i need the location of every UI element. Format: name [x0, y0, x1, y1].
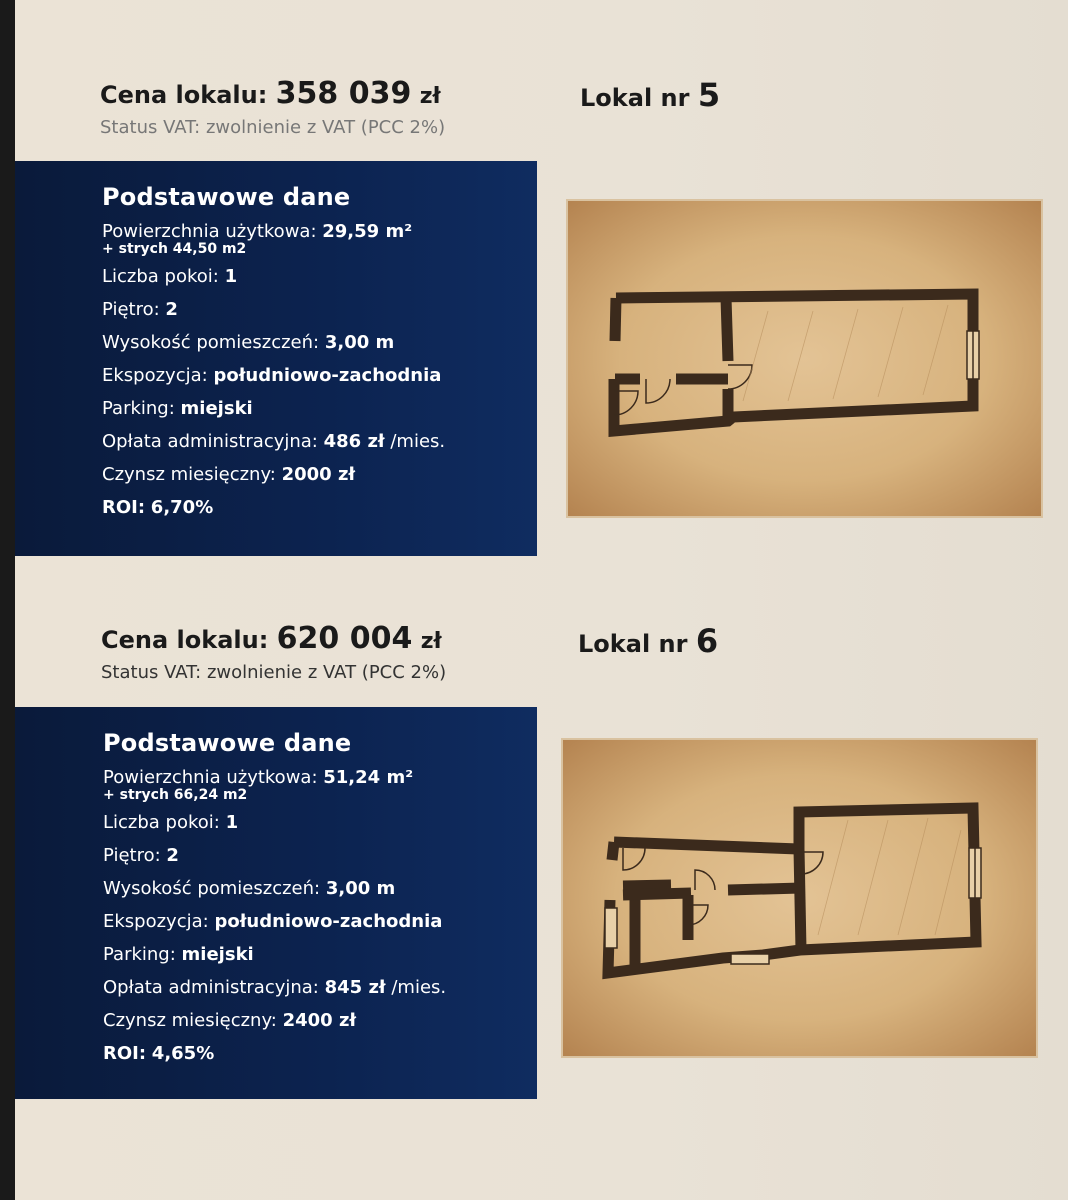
- price-value: 620 004: [276, 621, 413, 656]
- roi-row: [102, 491, 537, 524]
- area-value: 51,24 m²: [323, 767, 414, 788]
- parking-value: miejski: [180, 398, 253, 419]
- parking-row: [103, 938, 537, 971]
- rent-row: [103, 1004, 537, 1037]
- rooms-row: [103, 806, 537, 839]
- roi-label: ROI:: [102, 497, 146, 518]
- attic-note: + strych 66,24 m2: [103, 787, 248, 803]
- lokal-title-6: [578, 622, 718, 660]
- admin-fee-row: [102, 425, 537, 458]
- admin-value: 845 zł: [324, 977, 386, 998]
- price-label: Cena lokalu:: [100, 81, 268, 109]
- rent-row: [102, 458, 537, 491]
- floor-plan-drawing: [568, 201, 1041, 516]
- parking-label: Parking:: [102, 398, 175, 419]
- rooms-row: [102, 260, 537, 293]
- parking-row: [102, 392, 537, 425]
- rent-value: 2400 zł: [282, 1010, 357, 1031]
- admin-label: Opłata administracyjna:: [102, 431, 318, 452]
- height-label: Wysokość pomieszczeń:: [103, 878, 321, 899]
- roi-value: 4,65%: [151, 1043, 215, 1064]
- exposure-value: południowo-zachodnia: [213, 365, 442, 386]
- lokal-number: 6: [695, 622, 719, 660]
- lokal-label: Lokal nr: [578, 630, 688, 658]
- floor-label: Piętro:: [103, 845, 161, 866]
- exposure-value: południowo-zachodnia: [214, 911, 443, 932]
- floor-row: [102, 293, 537, 326]
- floor-label: Piętro:: [102, 299, 160, 320]
- admin-label: Opłata administracyjna:: [103, 977, 319, 998]
- floor-value: 2: [165, 299, 178, 320]
- price-line: [100, 76, 445, 111]
- area-label: Powierzchnia użytkowa:: [103, 767, 318, 788]
- vat-status: Status VAT: zwolnienie z VAT (PCC 2%): [101, 662, 447, 683]
- price-value: 358 039: [275, 76, 412, 111]
- height-row: [103, 872, 537, 905]
- listing-page: [15, 0, 1068, 1200]
- rooms-label: Liczba pokoi:: [103, 812, 220, 833]
- parking-value: miejski: [181, 944, 254, 965]
- exposure-label: Ekspozycja:: [103, 911, 209, 932]
- panel-heading: Podstawowe dane: [103, 729, 352, 757]
- floor-row: [103, 839, 537, 872]
- height-value: 3,00 m: [325, 878, 396, 899]
- rent-label: Czynsz miesięczny:: [102, 464, 276, 485]
- rent-value: 2000 zł: [281, 464, 356, 485]
- price-line: [101, 621, 446, 656]
- floor-plan-lokal-6: [563, 740, 1036, 1056]
- price-label: Cena lokalu:: [101, 626, 269, 654]
- exposure-row: [103, 905, 537, 938]
- height-value: 3,00 m: [324, 332, 395, 353]
- floor-plan-drawing: [563, 740, 1036, 1056]
- rooms-value: 1: [224, 266, 238, 287]
- exposure-label: Ekspozycja:: [102, 365, 208, 386]
- roi-value: 6,70%: [150, 497, 214, 518]
- attic-note: + strych 44,50 m2: [102, 241, 247, 257]
- price-currency: zł: [420, 629, 442, 654]
- admin-fee-row: [103, 971, 537, 1004]
- lokal-number: 5: [697, 76, 721, 114]
- roi-label: ROI:: [103, 1043, 147, 1064]
- floor-value: 2: [166, 845, 179, 866]
- roi-row: [103, 1037, 537, 1070]
- rent-label: Czynsz miesięczny:: [103, 1010, 277, 1031]
- rooms-value: 1: [225, 812, 239, 833]
- vat-status: Status VAT: zwolnienie z VAT (PCC 2%): [100, 117, 446, 138]
- price-currency: zł: [419, 84, 441, 109]
- admin-suffix: /mies.: [391, 977, 447, 998]
- price-block-lokal-5: [100, 76, 445, 138]
- admin-suffix: /mies.: [390, 431, 446, 452]
- rooms-label: Liczba pokoi:: [102, 266, 219, 287]
- height-label: Wysokość pomieszczeń:: [102, 332, 320, 353]
- floor-plan-lokal-5: [568, 201, 1041, 516]
- price-block-lokal-6: [101, 621, 446, 683]
- details-panel-lokal-5: [15, 161, 537, 556]
- height-row: [102, 326, 537, 359]
- area-label: Powierzchnia użytkowa:: [102, 221, 317, 242]
- panel-heading: Podstawowe dane: [102, 183, 351, 211]
- admin-value: 486 zł: [323, 431, 385, 452]
- exposure-row: [102, 359, 537, 392]
- details-panel-lokal-6: [15, 707, 537, 1099]
- parking-label: Parking:: [103, 944, 176, 965]
- lokal-title-5: [580, 76, 720, 114]
- lokal-label: Lokal nr: [580, 84, 690, 112]
- area-value: 29,59 m²: [322, 221, 413, 242]
